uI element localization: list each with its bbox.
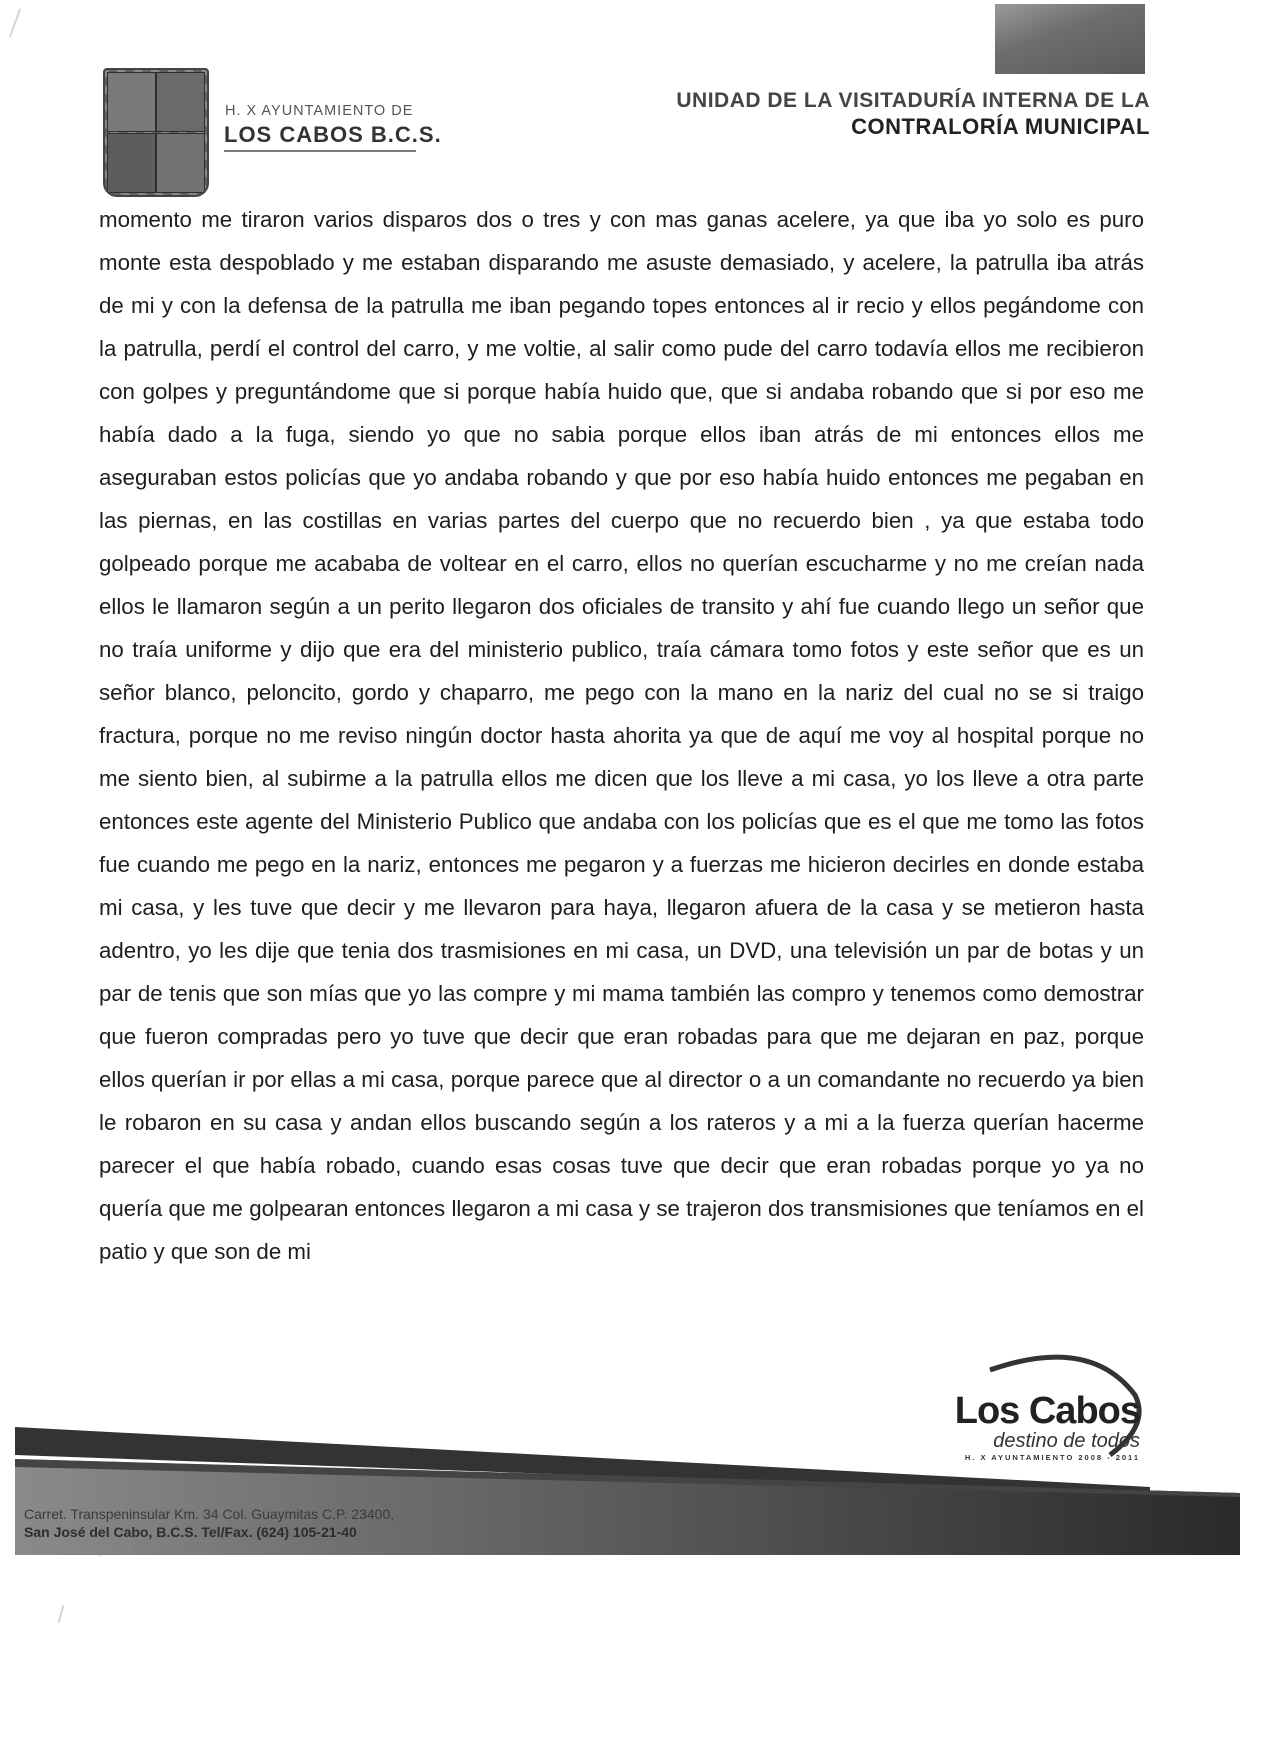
logo-subtitle: H. X AYUNTAMIENTO 2008 - 2011 [964, 1453, 1140, 1462]
footer-address [24, 1505, 394, 1559]
org-underline [224, 150, 416, 152]
crest-quarter [156, 133, 205, 193]
scan-corner-block [995, 4, 1145, 74]
document-body [99, 198, 1144, 1273]
body-paragraph: momento me tiraron varios disparos dos o tres y con mas ganas acelere, ya que iba yo solo es puro monte esta despoblado y me estaban disparando me asuste demasiado, y acelere, la patrulla iba atrás de mi y con la defensa de la patrulla me iban pegando topes entonces al ir recio y ellos pegándome con la patrulla, perdí el control del carro, y me voltie, al salir como pude del carro todavía ellos me recibieron con golpes y preguntándome que si porque había huido que, que si andaba robando que si por eso me había dado a la fuga, siendo yo que no sabia porque ellos iban atrás de mi entonces ellos me aseguraban estos policías que yo andaba robando y que por eso había huido entonces me pegaban en las piernas, en las costillas en varias partes del cuerpo que no recuerdo bien , ya que estaba todo golpeado porque me acababa de voltear en el carro, ellos no querían escucharme y no me creían nada ellos le llamaron según a un perito llegaron dos oficiales de transito y ahí fue cuando llego un señor que no traía uniforme y dijo que era del ministerio publico, traía cámara tomo fotos y este señor que es un señor blanco, peloncito, gordo y chaparro, me pego con la mano en la nariz del cual no se si traigo fractura, porque no me reviso ningún doctor hasta ahorita ya que de aquí me voy al hospital porque no me siento bien, al subirme a la patrulla ellos me dicen que los lleve a mi casa, yo los lleve a otra parte entonces este agente del Ministerio Publico que andaba con los policías que es el que me tomo las fotos fue cuando me pego en la nariz, entonces me pegaron y a fuerzas me hicieron decirles en donde estaba mi casa, y les tuve que decir y me llevaron para haya, llegaron afuera de la casa y se metieron hasta adentro, yo les dije que tenia dos trasmisiones en mi casa, un DVD, una televisión un par de botas y un par de tenis que son mías que yo las compre y mi mama también las compro y tenemos como demostrar que fueron compradas pero yo tuve que decir que eran robadas para que me dejaran en paz, porque ellos querían ir por ellas a mi casa, porque parece que al director o a un comandante no recuerdo ya bien le robaron en su casa y andan ellos buscando según a los rateros y a mi a la fuerza querían hacerme parecer el que había robado, cuando esas cosas tuve que decir que eran robadas porque yo ya no quería que me golpearan entonces llegaron a mi casa y se trajeron dos transmisiones que teníamos en el patio y que son de mi [99, 207, 1144, 1264]
website-link: www.loscabos.gob.mx [24, 1544, 133, 1556]
crest-quarter [107, 133, 156, 193]
unit-title-line1: UNIDAD DE LA VISITADURÍA INTERNA DE LA [676, 89, 1150, 112]
address-line1: Carret. Transpeninsular Km. 34 Col. Guaymitas C.P. 23400, [24, 1506, 395, 1522]
scan-mark [58, 1605, 65, 1623]
los-cabos-logo [950, 1391, 1140, 1465]
unit-title-line2: CONTRALORÍA MUNICIPAL [851, 114, 1150, 139]
crest-quarter [156, 72, 205, 132]
crest-quarter [107, 72, 156, 132]
municipal-crest-logo [103, 68, 209, 197]
org-name-line2: LOS CABOS B.C.S. [224, 122, 442, 147]
org-name-line1: H. X AYUNTAMIENTO DE [225, 103, 414, 119]
logo-name: Los Cabos [954, 1390, 1140, 1432]
logo-tagline: destino de todos [993, 1430, 1140, 1452]
scan-mark [9, 9, 21, 38]
address-line2: San José del Cabo, B.C.S. Tel/Fax. (624) 105-21-40 [24, 1524, 357, 1540]
